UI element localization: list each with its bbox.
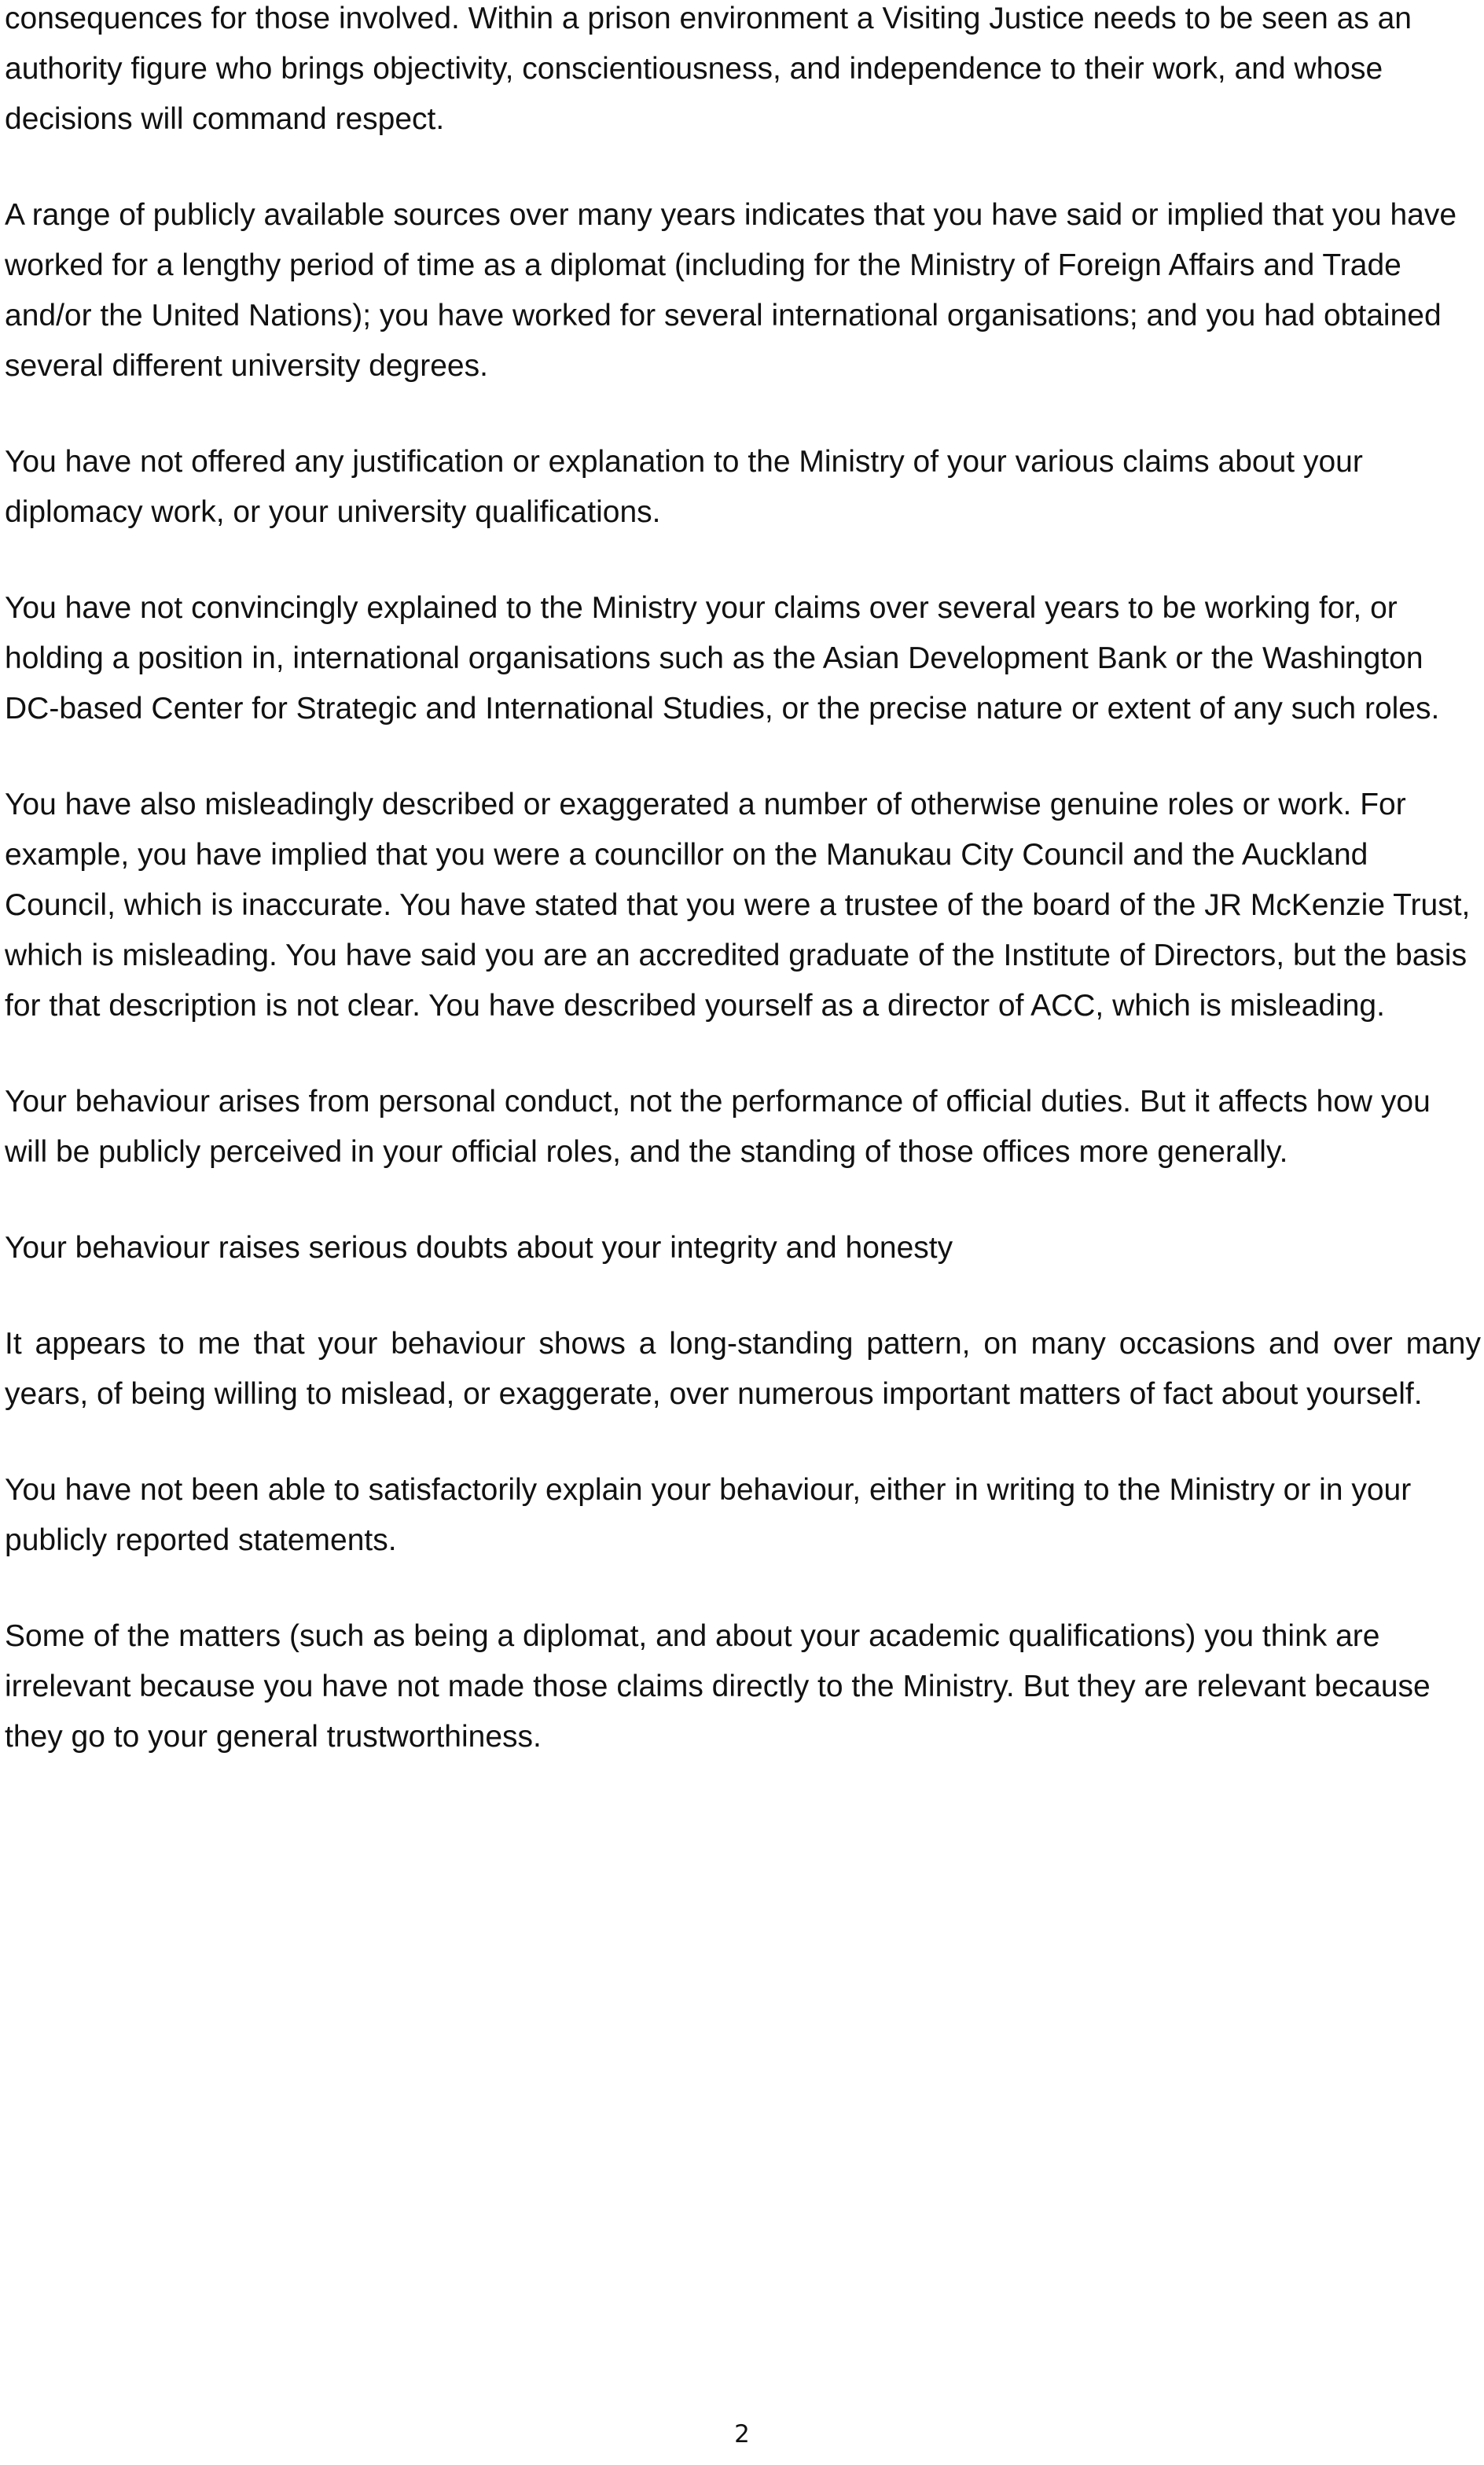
paragraph: A range of publicly available sources over many years indicates that you have said or implied that you have worked for a lengthy period of time as a diplomat (including for the Ministry of Foreign Affairs and Trade and/or the United Nations); you have worked for several international organisations; and you had obtained several different university degrees. bbox=[5, 198, 1457, 383]
paragraph: You have not been able to satisfactorily explain your behaviour, either in writing to the Ministry or in your publicly reported statements. bbox=[5, 1473, 1412, 1557]
page-number: 2 bbox=[734, 2420, 750, 2448]
paragraph: You have also misleadingly described or exaggerated a number of otherwise genuine roles or work. For example, you have implied that you were a councillor on the Manukau City Council and the Auckland Council, which is inaccurate. You have stated that you were a trustee of the board of the JR McKenzie Trust, which is misleading. You have said you are an accredited graduate of the Institute of Directors, but the basis for that description is not clear. You have described yourself as a director of ACC, which is misleading. bbox=[5, 788, 1471, 1023]
paragraph: You have not offered any justification or explanation to the Ministry of your various claims about your diplomacy work, or your university qualifications. bbox=[5, 445, 1363, 529]
paragraph: Your behaviour raises serious doubts about your integrity and honesty bbox=[5, 1231, 953, 1265]
paragraph: You have not convincingly explained to the Ministry your claims over several years to be working for, or holding a position in, international organisations such as the Asian Development Bank or the Washington DC-based Center for Strategic and International Studies, or the precise nature or extent of any such roles. bbox=[5, 591, 1440, 726]
paragraph: Your behaviour arises from personal conduct, not the performance of official duties. But it affects how you will be publicly perceived in your official roles, and the standing of those offices more generally. bbox=[5, 1085, 1431, 1169]
paragraph: Some of the matters (such as being a diplomat, and about your academic qualifications) you think are irrelevant because you have not made those claims directly to the Ministry. But they are relevant because they go to your general trustworthiness. bbox=[5, 1619, 1431, 1754]
page-body bbox=[5, 0, 1481, 1808]
paragraph: consequences for those involved. Within a prison environment a Visiting Justice needs to be seen as an authority figure who brings objectivity, conscientiousness, and independence to their work, and whose decisions will command respect. bbox=[5, 2, 1412, 136]
paragraph: It appears to me that your behaviour shows a long-standing pattern, on many occasions and over many years, of being willing to mislead, or exaggerate, over numerous important matters of fact about yourself. bbox=[5, 1327, 1481, 1411]
